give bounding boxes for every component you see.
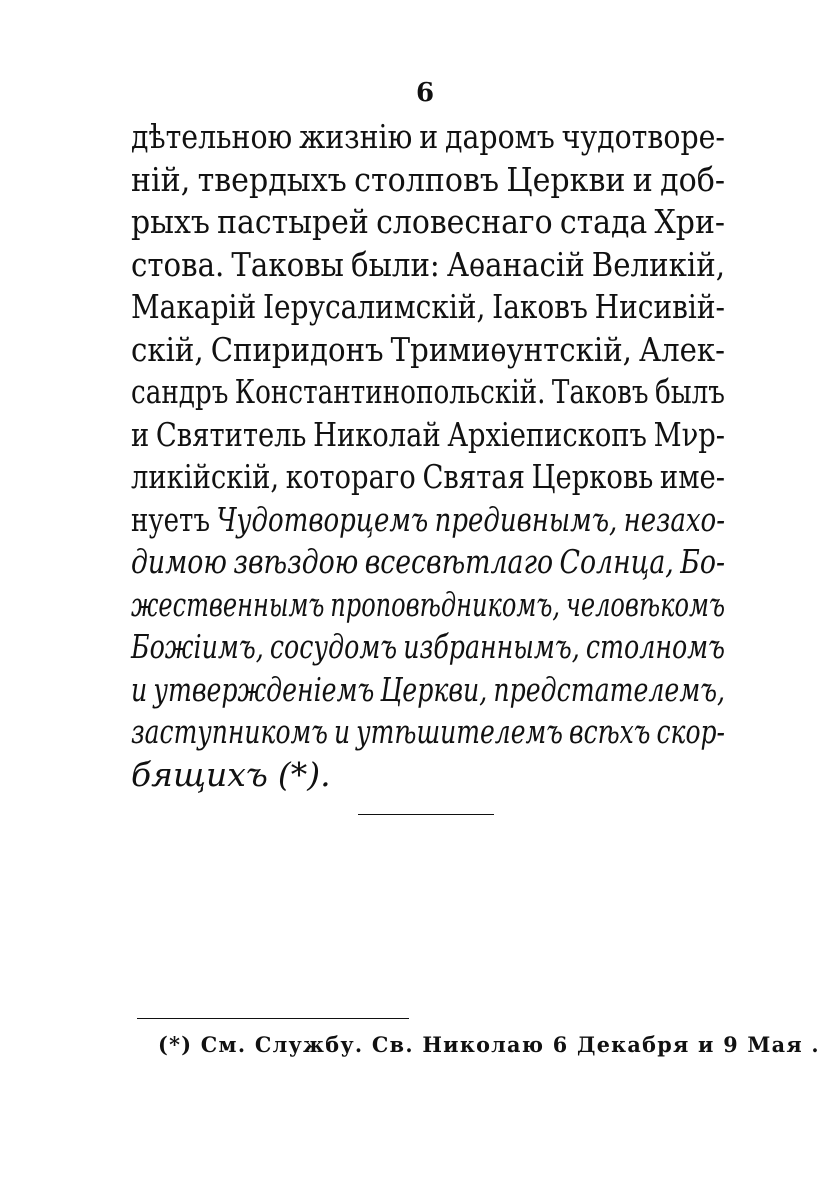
text-line: и утвержденіемъ Церкви, предстателемъ, [131,669,725,709]
footnote-divider [137,1018,409,1019]
text-line: и Святитель Николай Архіепископъ Мνр- [131,414,725,454]
text-line: дѣтельною жизнію и даромъ чудотворе- [131,117,725,156]
text-line: жественнымъ проповѣдникомъ, человѣкомъ [131,584,725,624]
text-line: ликійскій, котораго Святая Церковь име- [131,457,725,496]
text-line: нуетъ Чудотворцемъ предивнымъ, незахо- [131,499,725,539]
text-line: бящихъ (*). [131,754,331,794]
text-line: заступникомъ и утѣшителемъ всѣхъ скор- [131,712,725,751]
footnote: (*) См. Службу. Св. Николаю 6 Декабря и 9 Мая . [158,1032,820,1057]
text-line: стова. Таковы были: Аѳанасій Великій, [131,244,725,284]
text-line: рыхъ пастырей словеснаго стада Хри- [131,202,725,241]
text-line: димою звѣздою всесвѣтлаго Солнца, Бо- [131,542,725,581]
text-line: ній, твердыхъ столповъ Церкви и доб- [131,159,725,199]
page-number: 6 [415,78,435,108]
text-line: Макарій Іерусалимскій, Іаковъ Нисивій- [131,287,725,326]
text-line: сандръ Константинопольскій. Таковъ былъ [131,372,725,411]
section-divider [358,814,494,815]
text-line: Божіимъ, сосудомъ избраннымъ, столномъ [131,627,725,666]
text-line: скій, Спиридонъ Тримиѳунтскій, Алек- [131,329,725,369]
body-text [131,116,725,796]
